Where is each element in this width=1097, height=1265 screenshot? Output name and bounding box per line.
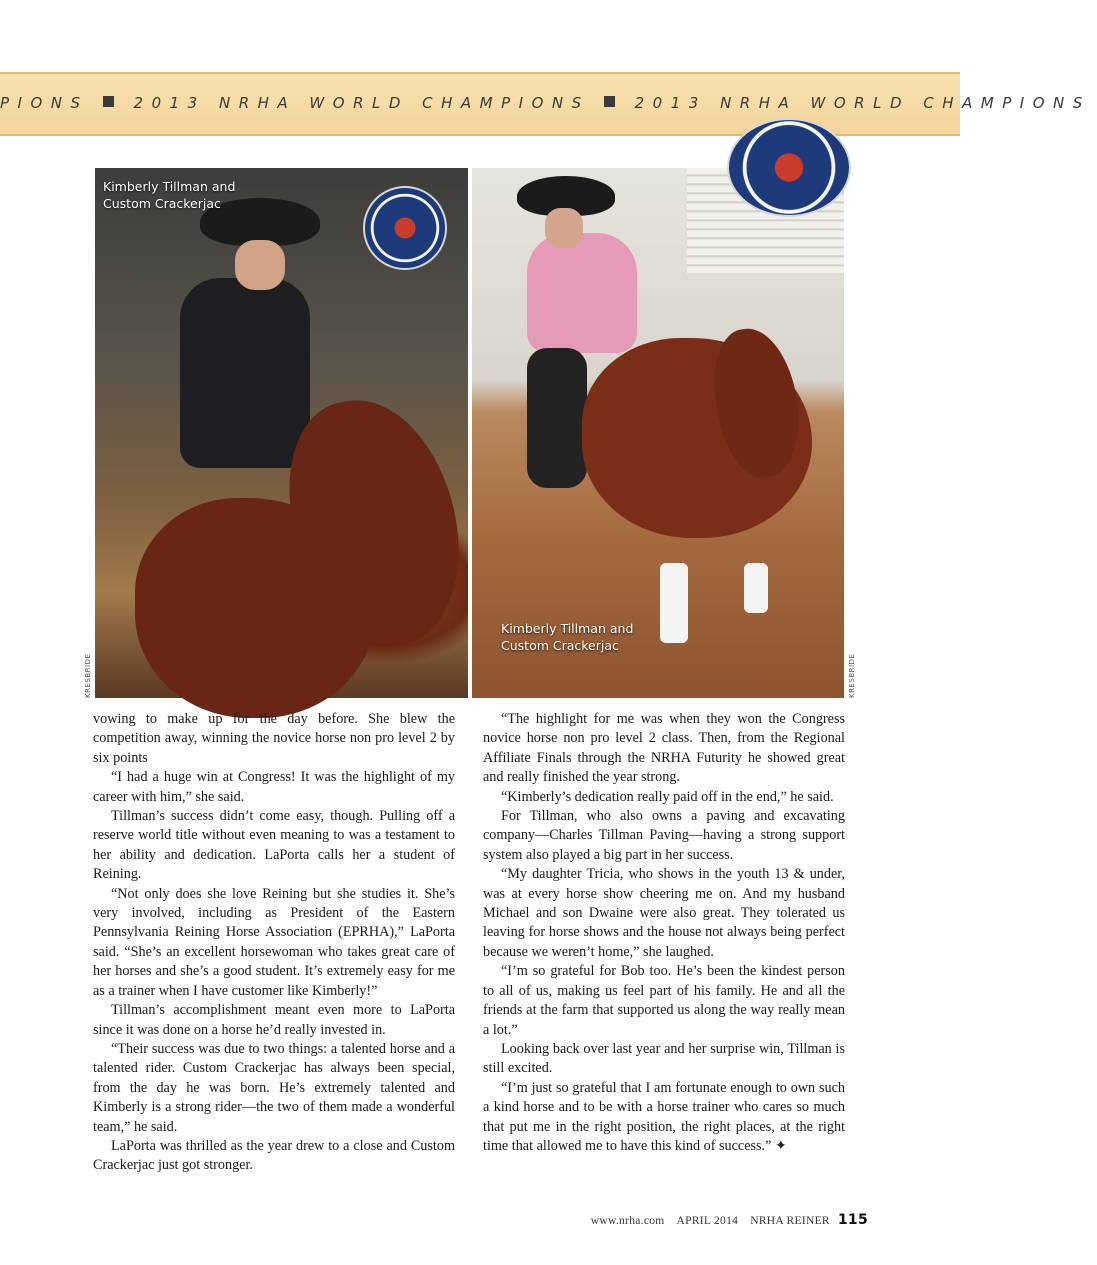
photo-credit: KRESBRIDE: [84, 653, 92, 698]
photo-caption: [103, 178, 235, 212]
photo-right: [472, 168, 844, 698]
article-paragraph: “I had a huge win at Congress! It was the highlight of my career with him,” she said.: [93, 769, 455, 805]
caption-line: Custom Crackerjac: [103, 196, 221, 211]
photo-credit: KRESBRIDE: [848, 653, 856, 698]
rider-figure: [527, 233, 637, 353]
square-bullet-icon: [103, 96, 114, 107]
rider-figure: [180, 278, 310, 468]
caption-line: Custom Crackerjac: [501, 638, 619, 653]
caption-line: Kimberly Tillman and: [501, 621, 634, 636]
article-paragraph: vowing to make up for the day before. She blew the competition away, winning the novice horse non pro level 2 by six points: [93, 711, 455, 766]
article-paragraph: Tillman’s accomplishment meant even more to LaPorta since it was done on a horse he’d really invested in.: [93, 1002, 455, 1038]
photo-left: [95, 168, 468, 698]
banner-segment: 2013 NRHA WORLD CHAMPIONS: [634, 94, 1091, 112]
aqha-seal-logo: [363, 186, 447, 270]
article-paragraph: “My daughter Tricia, who shows in the youth 13 & under, was at every horse show cheering me on. And my husband Michael and son Dwaine were also great. They tolerated us leaving for horse shows and the house not always being perfect because we weren’t home,” she laughed.: [483, 866, 845, 960]
footer-publication: NRHA REINER: [750, 1215, 830, 1227]
banner-text: [0, 94, 1097, 112]
banner-segment: PIONS: [0, 94, 89, 112]
aqha-seal-logo: [727, 118, 851, 217]
page-number: 115: [837, 1212, 868, 1228]
square-bullet-icon: [604, 96, 615, 107]
article-column-left: [93, 710, 455, 1176]
article-column-right: [483, 710, 845, 1156]
photo-caption: [501, 620, 633, 654]
article-paragraph: “The highlight for me was when they won the Congress novice horse non pro level 2 class. Then, from the Regional Affiliate Finals through the NRHA Futurity he showed great and really finished the year strong.: [483, 711, 845, 786]
article-paragraph: Tillman’s success didn’t come easy, though. Pulling off a reserve world title without even meaning to was a testament to her ability and dedication. LaPorta calls her a student of Reining.: [93, 808, 455, 883]
leg-wrap: [744, 563, 768, 613]
article-paragraph: Looking back over last year and her surprise win, Tillman is still excited.: [483, 1040, 845, 1077]
article-paragraph: LaPorta was thrilled as the year drew to a close and Custom Crackerjac just got stronger.: [93, 1137, 455, 1174]
footer-website: www.nrha.com: [590, 1215, 665, 1227]
rider-face: [545, 208, 583, 248]
article-paragraph: For Tillman, who also owns a paving and excavating company—Charles Tillman Paving—having a strong support system also played a big part in her success.: [483, 808, 845, 863]
banner-segment: 2013 NRHA WORLD CHAMPIONS: [133, 94, 590, 112]
leg-wrap: [660, 563, 688, 643]
page-footer: [591, 1212, 868, 1228]
caption-line: Kimberly Tillman and: [103, 179, 236, 194]
article-paragraph: “Not only does she love Reining but she studies it. She’s very involved, including as President of the Eastern Pennsylvania Reining Horse Association (EPRHA),” LaPorta said. “She’s an excellent horsewoman who takes great care of her horses and she’s a good student. It’s extremely easy for me as a trainer when I have customer like Kimberly!”: [93, 885, 455, 999]
article-paragraph: “Kimberly’s dedication really paid off in the end,” he said.: [501, 788, 834, 805]
rider-face: [235, 240, 285, 290]
article-paragraph: “I’m just so grateful that I am fortunate enough to own such a kind horse and to be with a horse trainer who cares so much that put me in the right position, the right places, at the right time that allowed me to have this kind of success.” ✦: [483, 1079, 845, 1154]
footer-issue: APRIL 2014: [676, 1215, 739, 1227]
article-paragraph: “Their success was due to two things: a talented horse and a talented rider. Custom Crackerjac has always been special, from the day he was born. He’s extremely talented and Kimberly is a strong rider—the two of them made a wonderful team,” he said.: [93, 1040, 455, 1135]
rider-legs: [527, 348, 587, 488]
article-paragraph: “I’m so grateful for Bob too. He’s been the kindest person to all of us, making us feel part of his family. He and all the friends at the farm that supported us along the way really mean a lot.”: [483, 963, 845, 1038]
